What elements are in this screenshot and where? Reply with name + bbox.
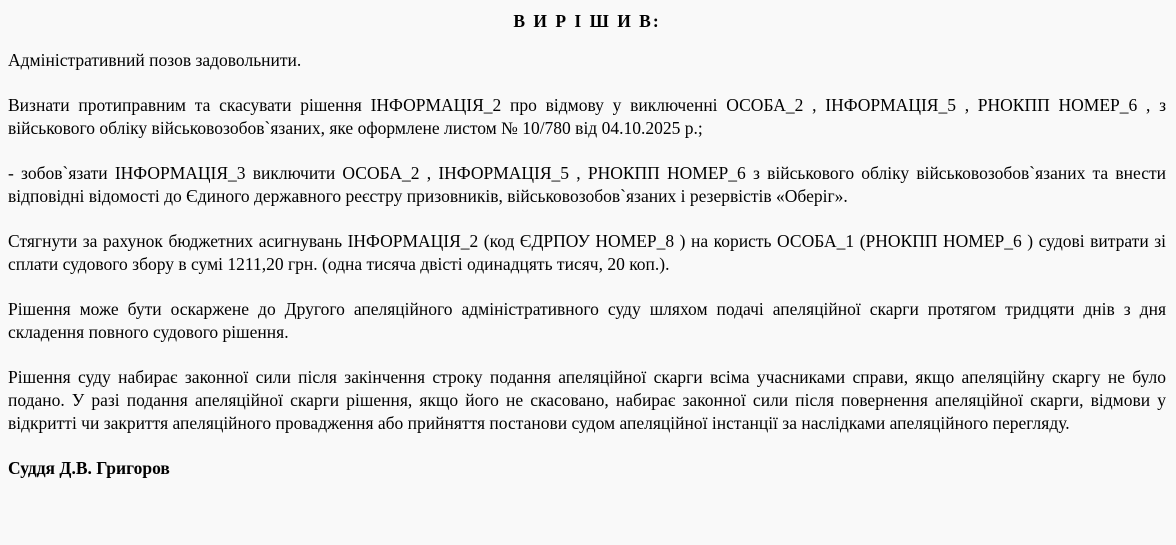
paragraph-annul-decision: Визнати протиправним та скасувати рішення ІНФОРМАЦІЯ_2 про відмову у виключенні ОСОБА_2 , ІНФОРМАЦІЯ_5 , РНОКПП НОМЕР_6 , з військового обліку військовозобов`язаних, яке оформлене листом № 10/780 від 04.10.2025 р.; xyxy=(8,95,1166,138)
paragraph-appeal: Рішення може бути оскаржене до Другого апеляційного адміністративного суду шляхом подачі апеляційної скарги протягом тридцяти днів з дня складення повного судового рішення. xyxy=(8,299,1166,342)
judge-signature: Суддя Д.В. Григоров xyxy=(8,458,170,478)
decision-heading: В И Р І Ш И В: xyxy=(513,11,661,31)
paragraph-claim-granted: Адміністративний позов задовольнити. xyxy=(8,50,302,70)
paragraph-obligation: - зобов`язати ІНФОРМАЦІЯ_3 виключити ОСОБА_2 , ІНФОРМАЦІЯ_5 , РНОКПП НОМЕР_6 з військового обліку військовозобов`язаних та внести відповідні відомості до Єдиного державного реєстру призовників, військовозобов`язаних і резервістів «Оберіг». xyxy=(8,163,1166,206)
paragraph-legal-force: Рішення суду набирає законної сили після закінчення строку подання апеляційної скарги всіма учасниками справи, якщо апеляційну скаргу не було подано. У разі подання апеляційної скарги рішення, якщо його не скасовано, набирає законної сили після повернення апеляційної скарги, відмови у відкритті чи закриття апеляційного провадження або прийняття постанови судом апеляційної інстанції за наслідками апеляційного перегляду. xyxy=(8,367,1166,433)
document-body xyxy=(8,10,1166,480)
paragraph-court-costs: Стягнути за рахунок бюджетних асигнувань ІНФОРМАЦІЯ_2 (код ЄДРПОУ НОМЕР_8 ) на користь ОСОБА_1 (РНОКПП НОМЕР_6 ) судові витрати зі сплати судового збору в сумі 1211,20 грн. (одна тисяча двісті одинадцять тисяч, 20 коп.). xyxy=(8,231,1166,274)
